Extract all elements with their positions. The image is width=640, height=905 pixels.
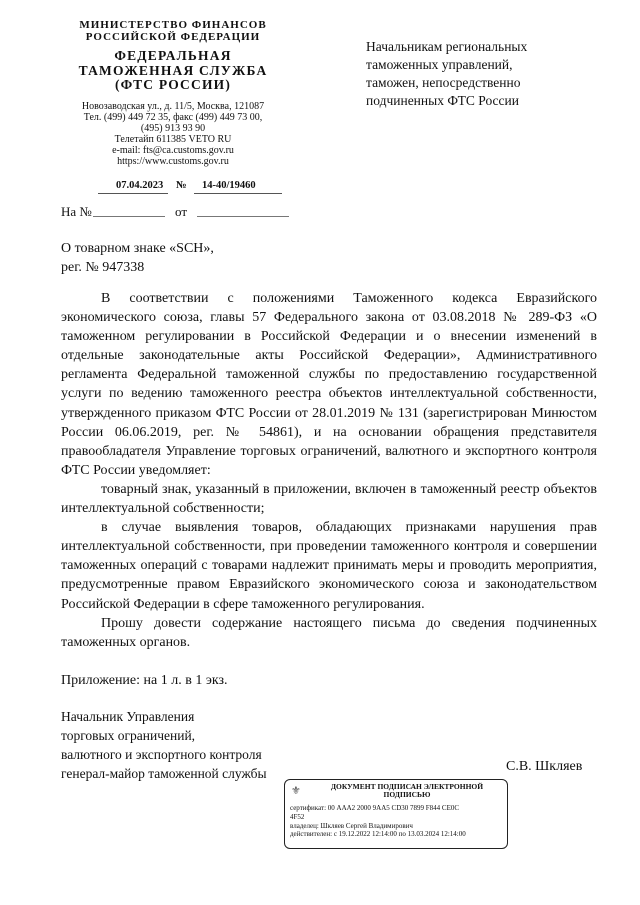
body-paragraph: товарный знак, указанный в приложении, включен в таможенный реестр объектов интеллектуальной собственности; — [61, 481, 597, 517]
signer-name: С.В. Шкляев — [506, 759, 583, 774]
document-date: 07.04.2023 — [116, 180, 164, 191]
letterhead — [48, 20, 298, 167]
validity-line: действителен: с 19.12.2022 12:14:00 по 13.03.2024 12:14:00 — [290, 830, 466, 839]
address-line: Новозаводская ул., д. 11/5, Москва, 121087 — [81, 100, 265, 112]
letter-body — [61, 289, 597, 652]
number-underline — [194, 193, 282, 194]
reference-line — [61, 204, 301, 222]
phone-line: Тел. (499) 449 72 35, факс (499) 449 73 00, — [83, 111, 263, 123]
body-paragraph: Прошу довести содержание настоящего письма до сведения подчиненных таможенных органов. — [61, 615, 597, 650]
phone-line-2: (495) 913 93 90 — [140, 122, 206, 134]
attachment-note: Приложение: на 1 л. в 1 экз. — [61, 673, 228, 688]
service-name: ФЕДЕРАЛЬНАЯ ТАМОЖЕННАЯ СЛУЖБА (ФТС РОССИИ) — [78, 48, 268, 93]
email-line: e-mail: fts@ca.customs.gov.ru — [112, 144, 234, 156]
document-number: 14-40/19460 — [202, 180, 256, 191]
ref-date-label: от — [175, 204, 188, 219]
owner-line: владелец: Шкляев Сергей Владимирович — [290, 821, 413, 830]
registration-line — [78, 180, 298, 194]
contact-block — [48, 101, 298, 167]
addressee-block: Начальникам региональных таможенных управлений, таможен, непосредственно подчиненных ФТС России — [366, 39, 528, 108]
ministry-name: МИНИСТЕРСТВО ФИНАНСОВ РОССИЙСКОЙ ФЕДЕРАЦИИ — [79, 19, 267, 43]
ref-number-label: На № — [61, 204, 92, 219]
customs-emblem-icon: ⚜ — [291, 785, 301, 797]
e-signature-stamp — [284, 779, 508, 849]
certificate-line-cont: 4F52 — [290, 812, 305, 821]
signer-title: Начальник Управления торговых ограничений, валютного и экспортного контроля генерал-майор таможенной службы — [61, 709, 267, 781]
date-underline — [98, 193, 168, 194]
stamp-details — [290, 804, 504, 839]
ref-number-blank — [93, 216, 165, 217]
number-sign: № — [176, 180, 187, 191]
teletype-line: Телетайп 611385 VETO RU — [114, 133, 232, 145]
ref-date-blank — [197, 216, 289, 217]
body-paragraph: В соответствии с положениями Таможенного кодекса Евразийского экономического союза, главы 57 Федерального закона от 03.08.2018 № 289-ФЗ «О таможенном регулировании в Российской Федерации и о внесении изменений в отдельные законодательные акты Российской Федерации», Административного регламента Федеральной таможенной службы по предоставлению государственной услуги по ведению таможенного реестра объектов интеллектуальной собственности, утвержденного приказом ФТС России от 28.01.2019 № 131 (зарегистрирован Минюстом России 06.06.2019, рег. № 54861), и на основании обращения представителя правообладателя Управление торговых ограничений, валютного и экспортного контроля ФТС России уведомляет: — [61, 291, 597, 478]
body-paragraph: в случае выявления товаров, обладающих признаками нарушения прав интеллектуальной собственности, при проведении таможенного контроля и совершении таможенных операций с товарами надлежит принимать меры и проводить мероприятия, предусмотренные правом Евразийского экономического союза и законодательством Российской Федерации в сфере таможенного регулирования. — [61, 520, 597, 612]
stamp-title: ДОКУМЕНТ ПОДПИСАН ЭЛЕКТРОННОЙ ПОДПИСЬЮ — [330, 782, 484, 800]
certificate-line: сертификат: 00 AAA2 2000 9AA5 CD30 7899 F844 CE0C — [290, 804, 460, 812]
website-line: https://www.customs.gov.ru — [117, 155, 229, 167]
letter-subject: О товарном знаке «SCH», рег. № 947338 — [61, 241, 214, 275]
